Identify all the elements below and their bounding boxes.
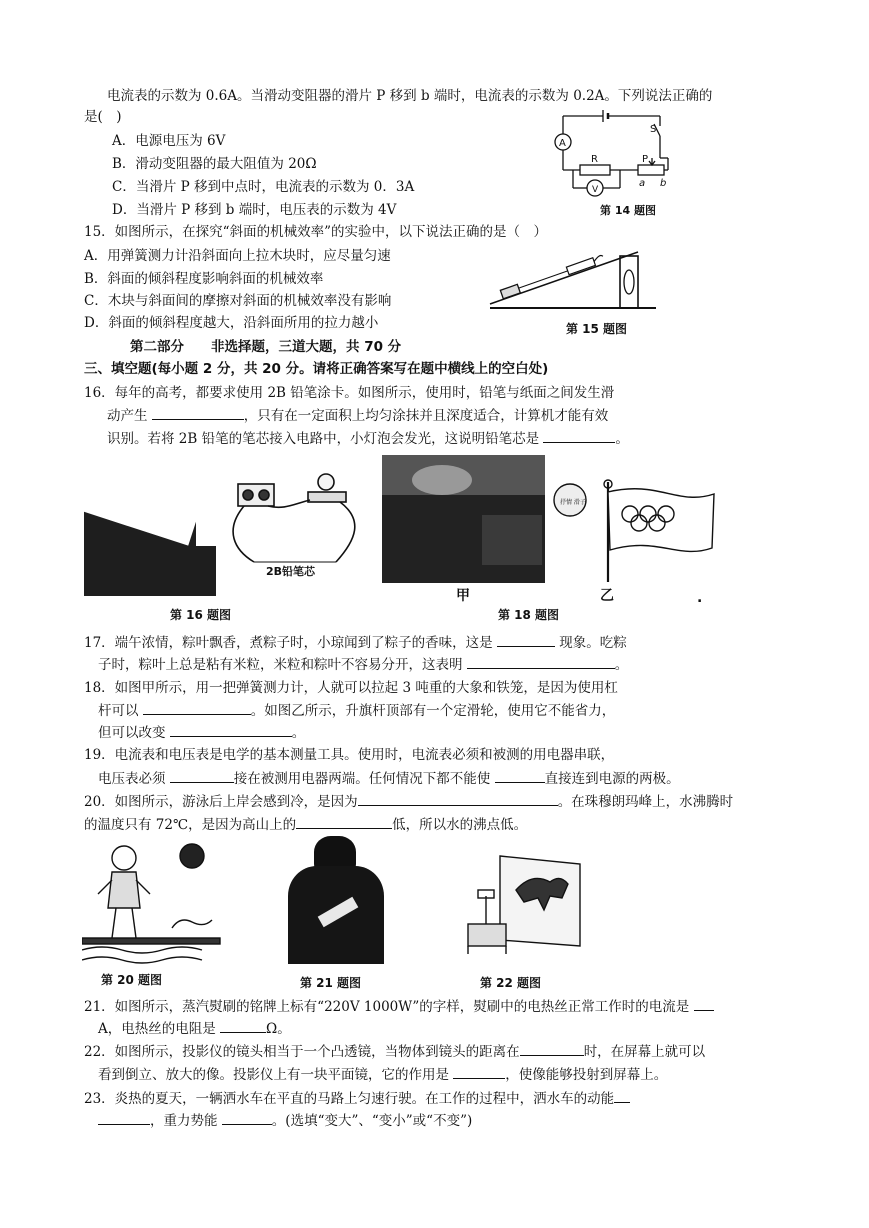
- q18-flagpole-figure: [548, 478, 716, 584]
- q19-line2-mid: 接在被测用电器两端。任何情况下都不能使: [233, 771, 491, 787]
- q15-caption: 第 15 题图: [566, 322, 628, 336]
- q20-answer-blank-2[interactable]: [296, 814, 392, 829]
- q18-line3: [98, 722, 305, 743]
- ammeter-label: A: [559, 138, 566, 149]
- q14-circuit-diagram: [548, 108, 678, 208]
- q14-option-c: C．当滑片 P 移到中点时，电流表的示数为 0．3A: [112, 179, 415, 195]
- resistor-label: R: [591, 154, 598, 165]
- q21-caption: 第 21 题图: [300, 976, 362, 990]
- q20-line1: [84, 791, 733, 812]
- pulley-sign-text: 抒情 滑子: [560, 499, 586, 506]
- q22-line1: [84, 1041, 705, 1062]
- q16-answer-blank-1[interactable]: [152, 405, 244, 420]
- fig-yi-label: 乙: [600, 588, 614, 604]
- q17-line1-end: 现象。吃粽: [559, 635, 627, 651]
- q19-line2: [98, 768, 680, 789]
- end-b-label: b: [660, 178, 667, 189]
- q14-option-d: D．当滑片 P 移到 b 端时，电压表的示数为 4V: [112, 202, 397, 218]
- q18-line2-end: 。如图乙所示，升旗杆顶部有一个定滑轮，使用它不能省力，: [250, 703, 616, 719]
- q22-line1-end: 时，在屏幕上就可以: [583, 1044, 706, 1060]
- q15-option-d: D．斜面的倾斜程度越大，沿斜面所用的拉力越小: [84, 315, 379, 331]
- q18-line2: [98, 700, 615, 721]
- q14-option-a: A．电源电压为 6V: [112, 133, 226, 149]
- q21-line2-start: A，电热丝的电阻是: [98, 1021, 216, 1037]
- q17-line2-start: 子时，粽叶上总是粘有米粒，米粒和粽叶不容易分开，这表明: [98, 657, 463, 673]
- q16-line3-start: 识别。若将 2B 铅笔的笔芯接入电路中，小灯泡会发光，这说明铅笔芯是: [107, 431, 540, 447]
- q21-line2: [98, 1018, 291, 1039]
- q22-line2-end: ，使像能够投射到屏幕上。: [505, 1067, 668, 1083]
- q16-answer-blank-2[interactable]: [543, 428, 615, 443]
- q20-line2-end: 低，所以水的沸点低。: [392, 817, 528, 833]
- q22-caption: 第 22 题图: [480, 976, 542, 990]
- q21-line1-start: 21．如图所示，蒸汽熨刷的铭牌上标有“220V 1000W”的字样，熨刷中的电热丝正常工作时的电流是: [84, 999, 690, 1015]
- q21-answer-blank-2[interactable]: [220, 1018, 266, 1033]
- q22-projector-figure: [462, 850, 584, 960]
- q22-line1-start: 22．如图所示，投影仪的镜头相当于一个凸透镜，当物体到镜头的距离在: [84, 1044, 520, 1060]
- q15-stem: 15．如图所示，在探究“斜面的机械效率”的实验中，以下说法正确的是（ ）: [84, 224, 547, 240]
- q15-option-a: A．用弹簧测力计沿斜面向上拉木块时，应尽量匀速: [84, 248, 391, 264]
- pencil-lead-label: 2B铅笔芯: [266, 565, 316, 578]
- q18-answer-blank-1[interactable]: [143, 700, 251, 715]
- q23-line2-end: 。(选填“变大”、“变小”或“不变”): [271, 1113, 473, 1129]
- q16-pencil-photo: [84, 476, 216, 596]
- q22-answer-blank-2[interactable]: [453, 1064, 505, 1079]
- slider-label: P: [642, 154, 649, 165]
- end-a-label: a: [639, 178, 646, 189]
- q19-answer-blank-1[interactable]: [170, 768, 234, 783]
- q20-line1-start: 20．如图所示，游泳后上岸会感到冷，是因为: [84, 794, 358, 810]
- q20-answer-blank-1[interactable]: [358, 791, 558, 806]
- section3-heading: 三、填空题(每小题 2 分，共 20 分。请将正确答案写在题中横线上的空白处): [84, 361, 549, 377]
- q16-line1: 16．每年的高考，都要求使用 2B 铅笔涂卡。如图所示，使用时，铅笔与纸面之间发生滑: [84, 385, 615, 401]
- q14-line1: 电流表的示数为 0.6A。当滑动变阻器的滑片 P 移到 b 端时，电流表的示数为 0.2A。下列说法正确的: [107, 88, 713, 104]
- q23-line1: [84, 1088, 630, 1109]
- q18-caption: 第 18 题图: [498, 608, 560, 622]
- q17-answer-blank-1[interactable]: [497, 632, 555, 647]
- q17-line2-end: 。: [614, 657, 629, 673]
- q20-line1-end: 。在珠穆朗玛峰上，水沸腾时: [557, 794, 734, 810]
- q15-option-c: C．木块与斜面间的摩擦对斜面的机械效率没有影响: [84, 293, 392, 309]
- q19-answer-blank-2[interactable]: [495, 768, 545, 783]
- q21-line2-end: Ω。: [266, 1021, 291, 1037]
- q19-line1: 19．电流表和电压表是电学的基本测量工具。使用时，电流表必须和被测的用电器串联，: [84, 747, 615, 763]
- q23-answer-blank-1a[interactable]: [614, 1088, 630, 1103]
- q23-line2-mid: ，重力势能: [150, 1113, 218, 1129]
- fig-dot-mark: .: [697, 590, 703, 606]
- q21-iron-photo: [282, 836, 388, 964]
- q20-swimmer-figure: [82, 838, 222, 968]
- q22-line2: [98, 1064, 667, 1085]
- q15-option-b: B．斜面的倾斜程度影响斜面的机械效率: [84, 271, 324, 287]
- q19-line2-start: 电压表必须: [98, 771, 166, 787]
- q22-answer-blank-1[interactable]: [520, 1041, 584, 1056]
- q18-line3-start: 但可以改变: [98, 725, 166, 741]
- q14-caption: 第 14 题图: [600, 204, 656, 217]
- q16-line2: [107, 405, 608, 426]
- q20-caption: 第 20 题图: [101, 973, 163, 987]
- voltmeter-label: V: [592, 185, 599, 195]
- q18-line3-end: 。: [291, 725, 306, 741]
- switch-label: S: [650, 124, 657, 135]
- q17-line1-start: 17．端午浓情，粽叶飘香，煮粽子时，小琼闻到了粽子的香味，这是: [84, 635, 493, 651]
- q16-line3: [107, 428, 629, 449]
- q16-caption: 第 16 题图: [170, 608, 232, 622]
- q18-line2-start: 杆可以: [98, 703, 139, 719]
- q23-line2: [98, 1110, 472, 1131]
- q20-line2: [84, 814, 527, 835]
- q23-answer-blank-1b[interactable]: [98, 1110, 150, 1125]
- q14-line2: 是( ): [84, 109, 122, 125]
- q17-line2: [98, 654, 628, 675]
- q21-answer-blank-1[interactable]: [694, 996, 714, 1011]
- q15-incline-figure: [488, 248, 660, 316]
- q14-option-b: B．滑动变阻器的最大阻值为 20Ω: [112, 156, 317, 172]
- q17-line1: [84, 632, 627, 653]
- q16-line3-end: 。: [615, 431, 629, 447]
- q22-line2-start: 看到倒立、放大的像。投影仪上有一块平面镜，它的作用是: [98, 1067, 449, 1083]
- q23-line1-text: 23．炎热的夏天，一辆洒水车在平直的马路上匀速行驶。在工作的过程中，洒水车的动能: [84, 1091, 615, 1107]
- q19-line2-end: 直接连到电源的两极。: [544, 771, 680, 787]
- q16-line2-start: 动产生: [107, 408, 148, 424]
- q23-answer-blank-2[interactable]: [222, 1110, 272, 1125]
- part2-heading: 第二部分 非选择题，三道大题，共 70 分: [130, 339, 402, 355]
- q18-answer-blank-2[interactable]: [170, 722, 292, 737]
- q20-line2-start: 的温度只有 72℃，是因为高山上的: [84, 817, 297, 833]
- q18-line1: 18．如图甲所示，用一把弹簧测力计，人就可以拉起 3 吨重的大象和铁笼，是因为使用杠: [84, 680, 618, 696]
- q16-line2-end: ，只有在一定面积上均匀涂抹并且深度适合，计算机才能有效: [243, 408, 609, 424]
- q18-elephant-photo: [382, 455, 545, 583]
- fig-jia-label: 甲: [456, 588, 470, 604]
- q17-answer-blank-2[interactable]: [467, 654, 615, 669]
- q16-circuit-photo: [224, 470, 374, 598]
- q21-line1: [84, 996, 714, 1017]
